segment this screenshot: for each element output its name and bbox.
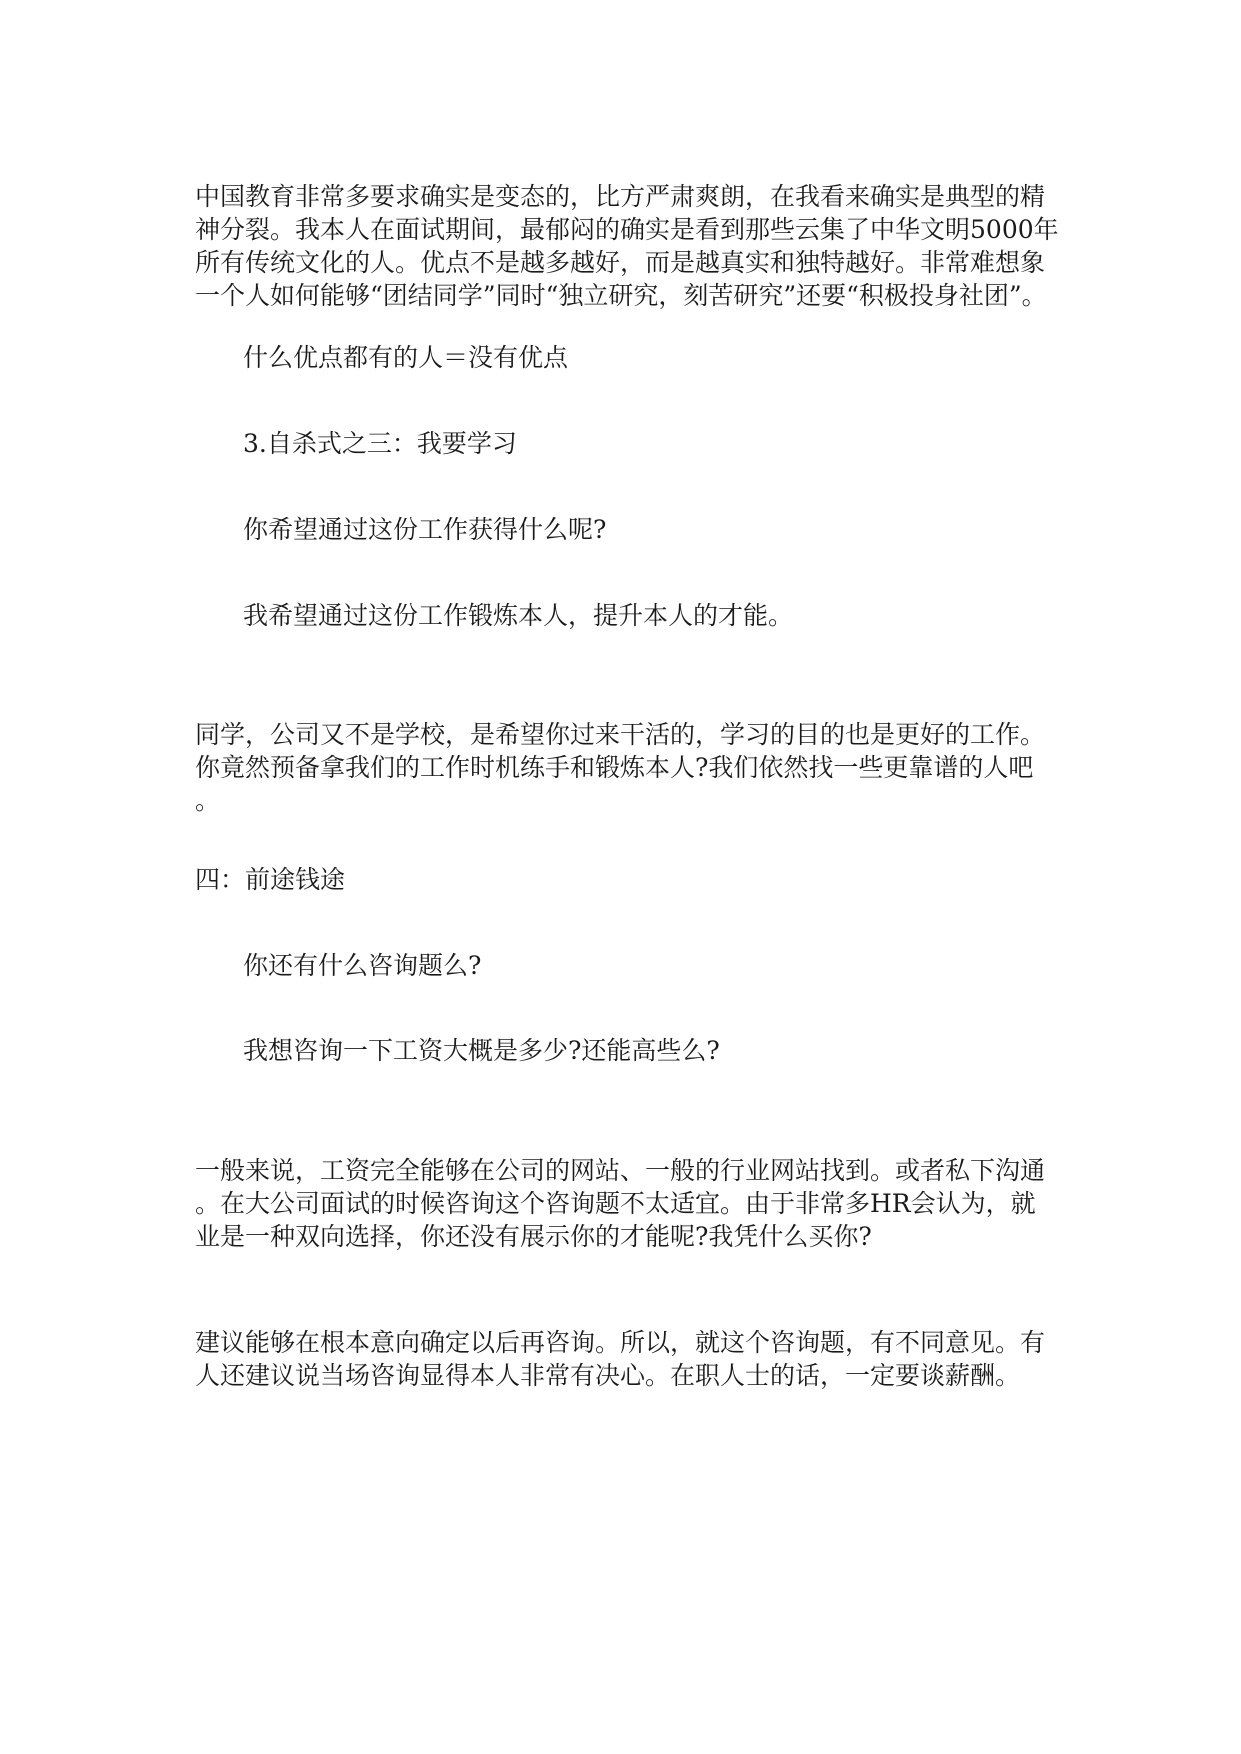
- paragraph-question-any: [243, 949, 1043, 982]
- text-line: 你还有什么咨询题么?: [243, 951, 482, 980]
- text-line: 建议能够在根本意向确定以后再咨询。所以，就这个咨询题，有不同意见。有: [195, 1328, 1046, 1357]
- paragraph-question-gain: [243, 513, 1043, 546]
- text-line: 我想咨询一下工资大概是多少?还能高些么?: [243, 1036, 720, 1065]
- paragraph-company-not-school: [195, 718, 1055, 817]
- text-line: 什么优点都有的人＝没有优点: [243, 343, 569, 372]
- paragraph-no-strengths: [243, 341, 1043, 374]
- text-line: 所有传统文化的人。优点不是越多越好，而是越真实和独特越好。非常难想象: [195, 248, 1046, 277]
- text-line: 。在大公司面试的时候咨询这个咨询题不太适宜。由于非常多HR会认为，就: [195, 1189, 1036, 1218]
- text-line: 神分裂。我本人在面试期间，最郁闷的确实是看到那些云集了中华文明5000年: [195, 215, 1059, 244]
- text-line: 同学，公司又不是学校，是希望你过来干活的，学习的目的也是更好的工作。: [195, 720, 1046, 749]
- paragraph-ask-salary: [243, 1034, 1043, 1067]
- text-line: 业是一种双向选择，你还没有展示你的才能呢?我凭什么买你?: [195, 1222, 872, 1251]
- section-heading-learning: [243, 427, 1043, 460]
- section-heading-salary: [195, 863, 1055, 896]
- text-line: 一般来说，工资完全能够在公司的网站、一般的行业网站找到。或者私下沟通: [195, 1156, 1046, 1185]
- paragraph-education-requirements: [195, 180, 1059, 312]
- text-line: 你竟然预备拿我们的工作时机练手和锻炼本人?我们依然找一些更靠谱的人吧: [195, 753, 1034, 782]
- text-line: 人还建议说当场咨询显得本人非常有决心。在职人士的话，一定要谈薪酬。: [195, 1361, 1021, 1390]
- text-line: 四：前途钱途: [195, 865, 346, 894]
- paragraph-ask-after-intent: [195, 1326, 1055, 1392]
- text-line: 中国教育非常多要求确实是变态的，比方严肃爽朗，在我看来确实是典型的精: [195, 182, 1046, 211]
- text-line: 我希望通过这份工作锻炼本人，提升本人的才能。: [243, 601, 794, 630]
- text-line: 3.自杀式之三：我要学习: [243, 429, 517, 458]
- paragraph-answer-gain: [243, 599, 1043, 632]
- text-line: 你希望通过这份工作获得什么呢?: [243, 515, 607, 544]
- text-line: 一个人如何能够“团结同学”同时“独立研究，刻苦研究”还要“积极投身社团”。: [195, 281, 1047, 310]
- paragraph-salary-advice: [195, 1154, 1055, 1253]
- text-line: 。: [195, 786, 221, 815]
